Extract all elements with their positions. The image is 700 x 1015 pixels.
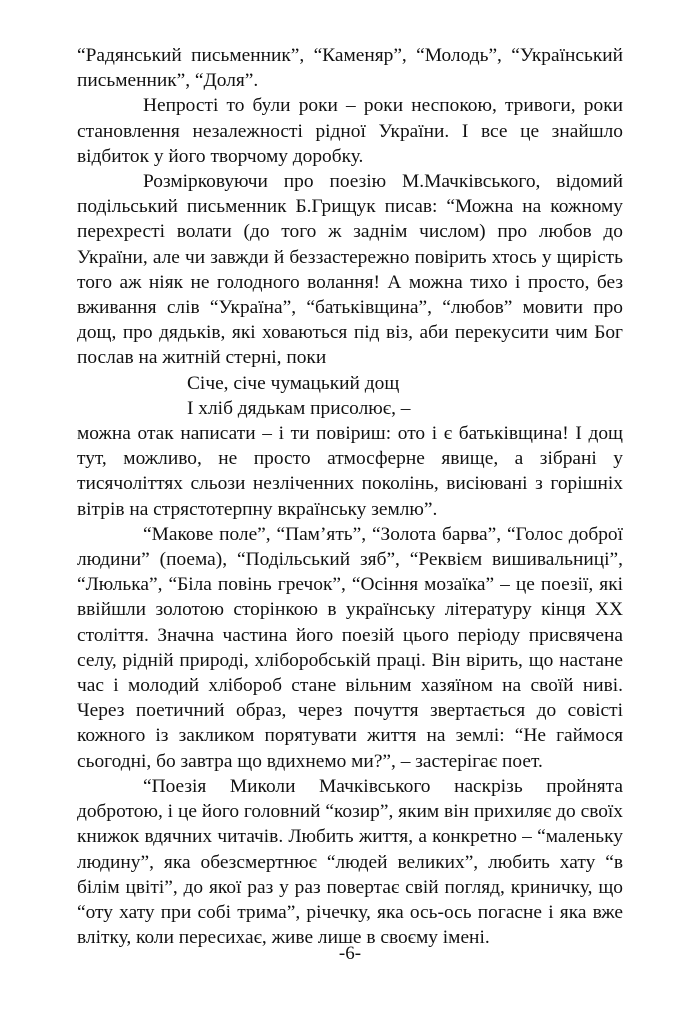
- paragraph-kindness: “Поезія Миколи Мачківського наскрізь пройнята добротою, і це його головний “козир”, яким він прихиляє до своїх книжок вдячних читачів. Любить життя, а конкретно – “маленьку людину”, яка обезсмертнює “людей великих”, любить хату “в білім цвіті”, до якої раз у раз повертає свій погляд, криничку, що “оту хату при собі трима”, річечку, яка ось-ось погасне і яка вже влітку, коли пересихає, живе лише в своєму імені.: [77, 775, 623, 949]
- paragraph-publishers: “Радянський письменник”, “Каменяр”, “Молодь”, “Український письменник”, “Доля”.: [77, 45, 623, 92]
- paragraph-difficult-years: Непрості то були роки – роки неспокою, тривоги, роки становлення незалежності рідної України. І все це знайшло відбиток у його творчому доробку.: [77, 95, 623, 167]
- body-text: [77, 43, 623, 950]
- verse-line-1: Січе, січе чумацький дощ: [187, 372, 400, 394]
- paragraph-quote-continuation: можна отак написати – і ти повіриш: ото і є батьківщина! І дощ тут, можливо, не просто атмосферне явище, а зібрані у тисячоліттях сльози незліченних поколінь, висіювані з горішніх вітрів на стрястотерпну вкраїнську землю”.: [77, 423, 623, 520]
- verse-line-2: І хліб дядькам присолює, –: [187, 397, 411, 419]
- paragraph-grishchuk-quote: Розмірковуючи про поезію М.Мачківського, відомий подільський письменник Б.Грищук писав: “Можна на кожному перехресті волати (до того ж заднім числом) про любов до України, але чи завжди й беззастережно повірить хтось у щирість того аж ніяк не голодного волання! А можна тихо і просто, без вживання слів “Україна”, “батьківщина”, “любов” мовити про дощ, про дядьків, які ховаються під віз, аби перекусити чим Бог послав на житній стерні, поки: [77, 171, 623, 369]
- page-number: -6-: [338, 943, 362, 964]
- paragraph-poems-list: “Макове поле”, “Пам’ять”, “Золота барва”, “Голос доброї людини” (поема), “Подільський зяб”, “Реквієм вишивальниці”, “Люлька”, “Біла повінь гречок”, “Осіння мозаїка” – це поезії, які ввійшли золотою сторінкою в українську літературу кінця XX століття. Значна частина його поезій цього періоду присвячена селу, рідній природі, хліборобській праці. Він вірить, що настане час і молодий хлібороб стане вільним хазяїном на своїй ниві. Через поетичний образ, через почуття звертається до совісті кожного із закликом порятувати життя на землі: “Не гаймося сьогодні, бо завтра що вдихнемо ми?”, – застерігає поет.: [77, 523, 623, 772]
